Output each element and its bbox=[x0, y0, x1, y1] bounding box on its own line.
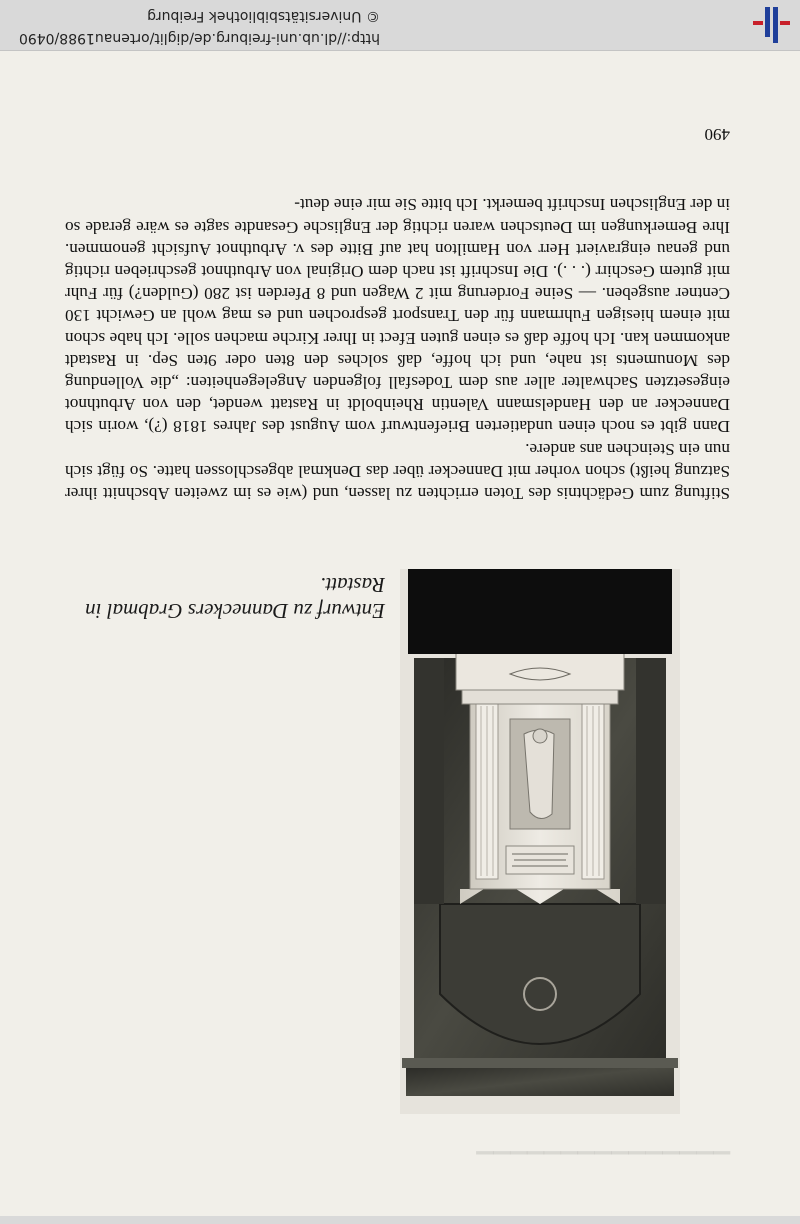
monument-figure bbox=[400, 569, 680, 1114]
footer-bar bbox=[0, 0, 800, 51]
body-text bbox=[65, 193, 730, 504]
source-url-link[interactable]: http://dl.ub.uni-freiburg.de/diglit/ortenau1988/0490 bbox=[18, 30, 380, 46]
paragraph: Stiftung zum Gedächtnis des Toten errichten zu lassen, und (wie es im zweiten Abschnitt ihrer Satzung heißt) schon vorher mit Dannecker über das Denkmal abgeschlossen hatte. So fügt sich nun ein Steinchen ans andere. bbox=[65, 439, 730, 503]
bleed-through: ▔▔▔▔▔▔▔▔▔▔▔▔▔▔▔ bbox=[476, 1129, 730, 1154]
figure-caption: Entwurf zu Danneckers Grabmal in Rastatt. bbox=[85, 573, 385, 623]
paragraph: Dann gibt es noch einen undatierten Briefentwurf vom August des Jahres 1818 (?), worin sich Dannecker an den Handelsmann Valentin Rheinboldt in Rastatt wendet, den von Arbuthnot eingesetzten Sachwalter aller aus dem Todesfall folgenden Angelegenheiten: „die Vollendung des Monuments ist nahe, und ich hoffe, daß solches den 8ten oder 9ten Sep. in Rastadt ankommen kan. Ich hoffe daß es einen guten Efect in Ihrer Kirche machen solle. Ich habe schon mit einem hiesigen Fuhrmann für den Transport gesprochen und es mag wohl an Gewicht 130 Centner ausgeben. — Seine Forderung mit 2 Wagen und 8 Pferden ist 280 (Gulden?) für Fuhr mit gutem Geschirr (. . .). Die Inschrift ist nach dem Original von Arbuthnot geschrieben richtig und genau eingraviert Herr von Hamilton hat auf Bitte des v. Arbuthnot Aufsicht genommen. Ihre Bemerkungen im Deutschen waren richtig der Englische Gesandte sagte es wäre gerade so in der Englischen Inschrift bemerkt. Ich bitte Sie mir eine deut- bbox=[65, 195, 730, 437]
copyright-notice: © Universitätsbibliothek Freiburg bbox=[147, 8, 380, 24]
bottom-edge-bar bbox=[0, 1216, 800, 1224]
university-logo-icon bbox=[752, 5, 792, 45]
page-number: 490 bbox=[704, 125, 730, 144]
